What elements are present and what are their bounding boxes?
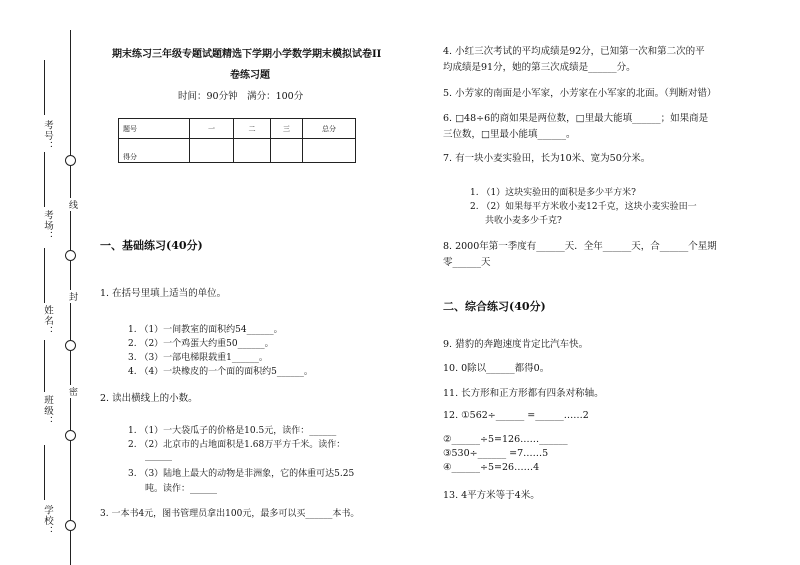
question-9: 9. 猎豹的奔跑速度肯定比汽车快。 bbox=[443, 339, 589, 350]
exam-room-blank bbox=[44, 152, 45, 207]
score-table-header: 总分 bbox=[303, 119, 356, 139]
score-row-label: 得分 bbox=[119, 139, 190, 163]
class-label: 班级： bbox=[42, 395, 53, 427]
question-1-item: 3. （3）一部电梯限载重1______。 bbox=[128, 353, 268, 363]
question-1-item: 4. （4）一块橡皮的一个面的面积约5______。 bbox=[128, 367, 313, 377]
school-blank bbox=[44, 445, 45, 500]
question-5: 5. 小芳家的南面是小军家，小芳家在小军家的北面。（判断对错） bbox=[443, 88, 717, 99]
binding-hole bbox=[65, 520, 76, 531]
question-8: 8. 2000年第一季度有______天．全年______天，合______个星期 bbox=[443, 241, 717, 252]
question-13: 13. 4平方米等于4米。 bbox=[443, 490, 540, 501]
seal-mark-xian: 线 bbox=[67, 200, 77, 209]
question-7-item: 1. （1）这块实验田的面积是多少平方米? bbox=[470, 188, 636, 198]
question-3: 3. 一本书4元，图书管理员拿出100元，最多可以买______本书。 bbox=[100, 509, 360, 519]
time-info: 时间：90分钟 满分：100分 bbox=[178, 91, 304, 102]
question-4: 4. 小红三次考试的平均成绩是92分，已知第一次和第二次的平 bbox=[443, 46, 705, 57]
name-blank bbox=[44, 248, 45, 303]
question-2-item: 1. （1）一大袋瓜子的价格是10.5元，读作：______ bbox=[128, 426, 337, 436]
seal-mark-mi: 密 bbox=[67, 387, 77, 396]
seal-mark-feng: 封 bbox=[67, 292, 77, 301]
score-cell[interactable] bbox=[234, 139, 271, 163]
question-2-item: ______ bbox=[145, 451, 172, 461]
question-12: ②______÷5=126……______ bbox=[443, 434, 568, 445]
question-6: 三位数，□里最小能填______。 bbox=[443, 129, 576, 140]
question-2-item: 3. （3）陆地上最大的动物是非洲象，它的体重可达5.25 bbox=[128, 469, 355, 479]
score-table bbox=[118, 118, 356, 163]
exam-room-label: 考场： bbox=[42, 210, 53, 242]
question-2: 2. 读出横线上的小数。 bbox=[100, 393, 198, 404]
question-1-item: 2. （2）一个鸡蛋大约重50______。 bbox=[128, 339, 274, 349]
question-4: 均成绩是91分，她的第三次成绩是______分。 bbox=[443, 62, 636, 73]
score-cell[interactable] bbox=[303, 139, 356, 163]
class-blank bbox=[44, 340, 45, 392]
question-7: 7. 有一块小麦实验田，长为10米、宽为50分米。 bbox=[443, 153, 651, 164]
question-12: 12. ①562÷______ =______……2 bbox=[443, 410, 589, 421]
score-cell[interactable] bbox=[271, 139, 303, 163]
score-table-header: 三 bbox=[271, 119, 303, 139]
exam-id-blank bbox=[44, 60, 45, 115]
section-title: 二、综合练习(40分) bbox=[443, 300, 546, 313]
question-11: 11. 长方形和正方形都有四条对称轴。 bbox=[443, 388, 604, 399]
score-table-header: 二 bbox=[234, 119, 271, 139]
question-2-item: 吨。读作：______ bbox=[145, 484, 218, 494]
binding-hole bbox=[65, 340, 76, 351]
question-1-item: 1. （1）一间教室的面积约54______。 bbox=[128, 325, 283, 335]
paper-title-line1: 期末练习三年级专题试题精选下学期小学数学期末模拟试卷II bbox=[112, 49, 382, 60]
binding-hole bbox=[65, 155, 76, 166]
question-2-item: 2. （2）北京市的占地面积是1.68万平方千米。读作： bbox=[128, 440, 346, 450]
question-6: 6. □48÷6的商如果是两位数，□里最大能填______；如果商是 bbox=[443, 113, 709, 124]
score-cell[interactable] bbox=[190, 139, 234, 163]
question-1: 1. 在括号里填上适当的单位。 bbox=[100, 288, 227, 299]
score-table-header: 题号 bbox=[119, 119, 190, 139]
exam-id-label: 考号： bbox=[42, 120, 53, 152]
school-label: 学校： bbox=[42, 505, 53, 537]
question-8: 零______天 bbox=[443, 257, 491, 268]
paper-title-line2: 卷练习题 bbox=[230, 70, 270, 81]
question-12: ④______÷5=26……4 bbox=[443, 462, 540, 473]
question-7-item: 2. （2）如果每平方米收小麦12千克，这块小麦实验田一 bbox=[470, 202, 697, 212]
binding-hole bbox=[65, 250, 76, 261]
question-10: 10. 0除以______都得0。 bbox=[443, 363, 550, 374]
question-12: ③530÷______ =7……5 bbox=[443, 448, 549, 459]
binding-hole bbox=[65, 430, 76, 441]
score-table-header: 一 bbox=[190, 119, 234, 139]
section-title: 一、基础练习(40分) bbox=[100, 239, 203, 252]
question-7-item: 共收小麦多少千克? bbox=[485, 216, 562, 226]
name-label: 姓名： bbox=[42, 305, 53, 337]
